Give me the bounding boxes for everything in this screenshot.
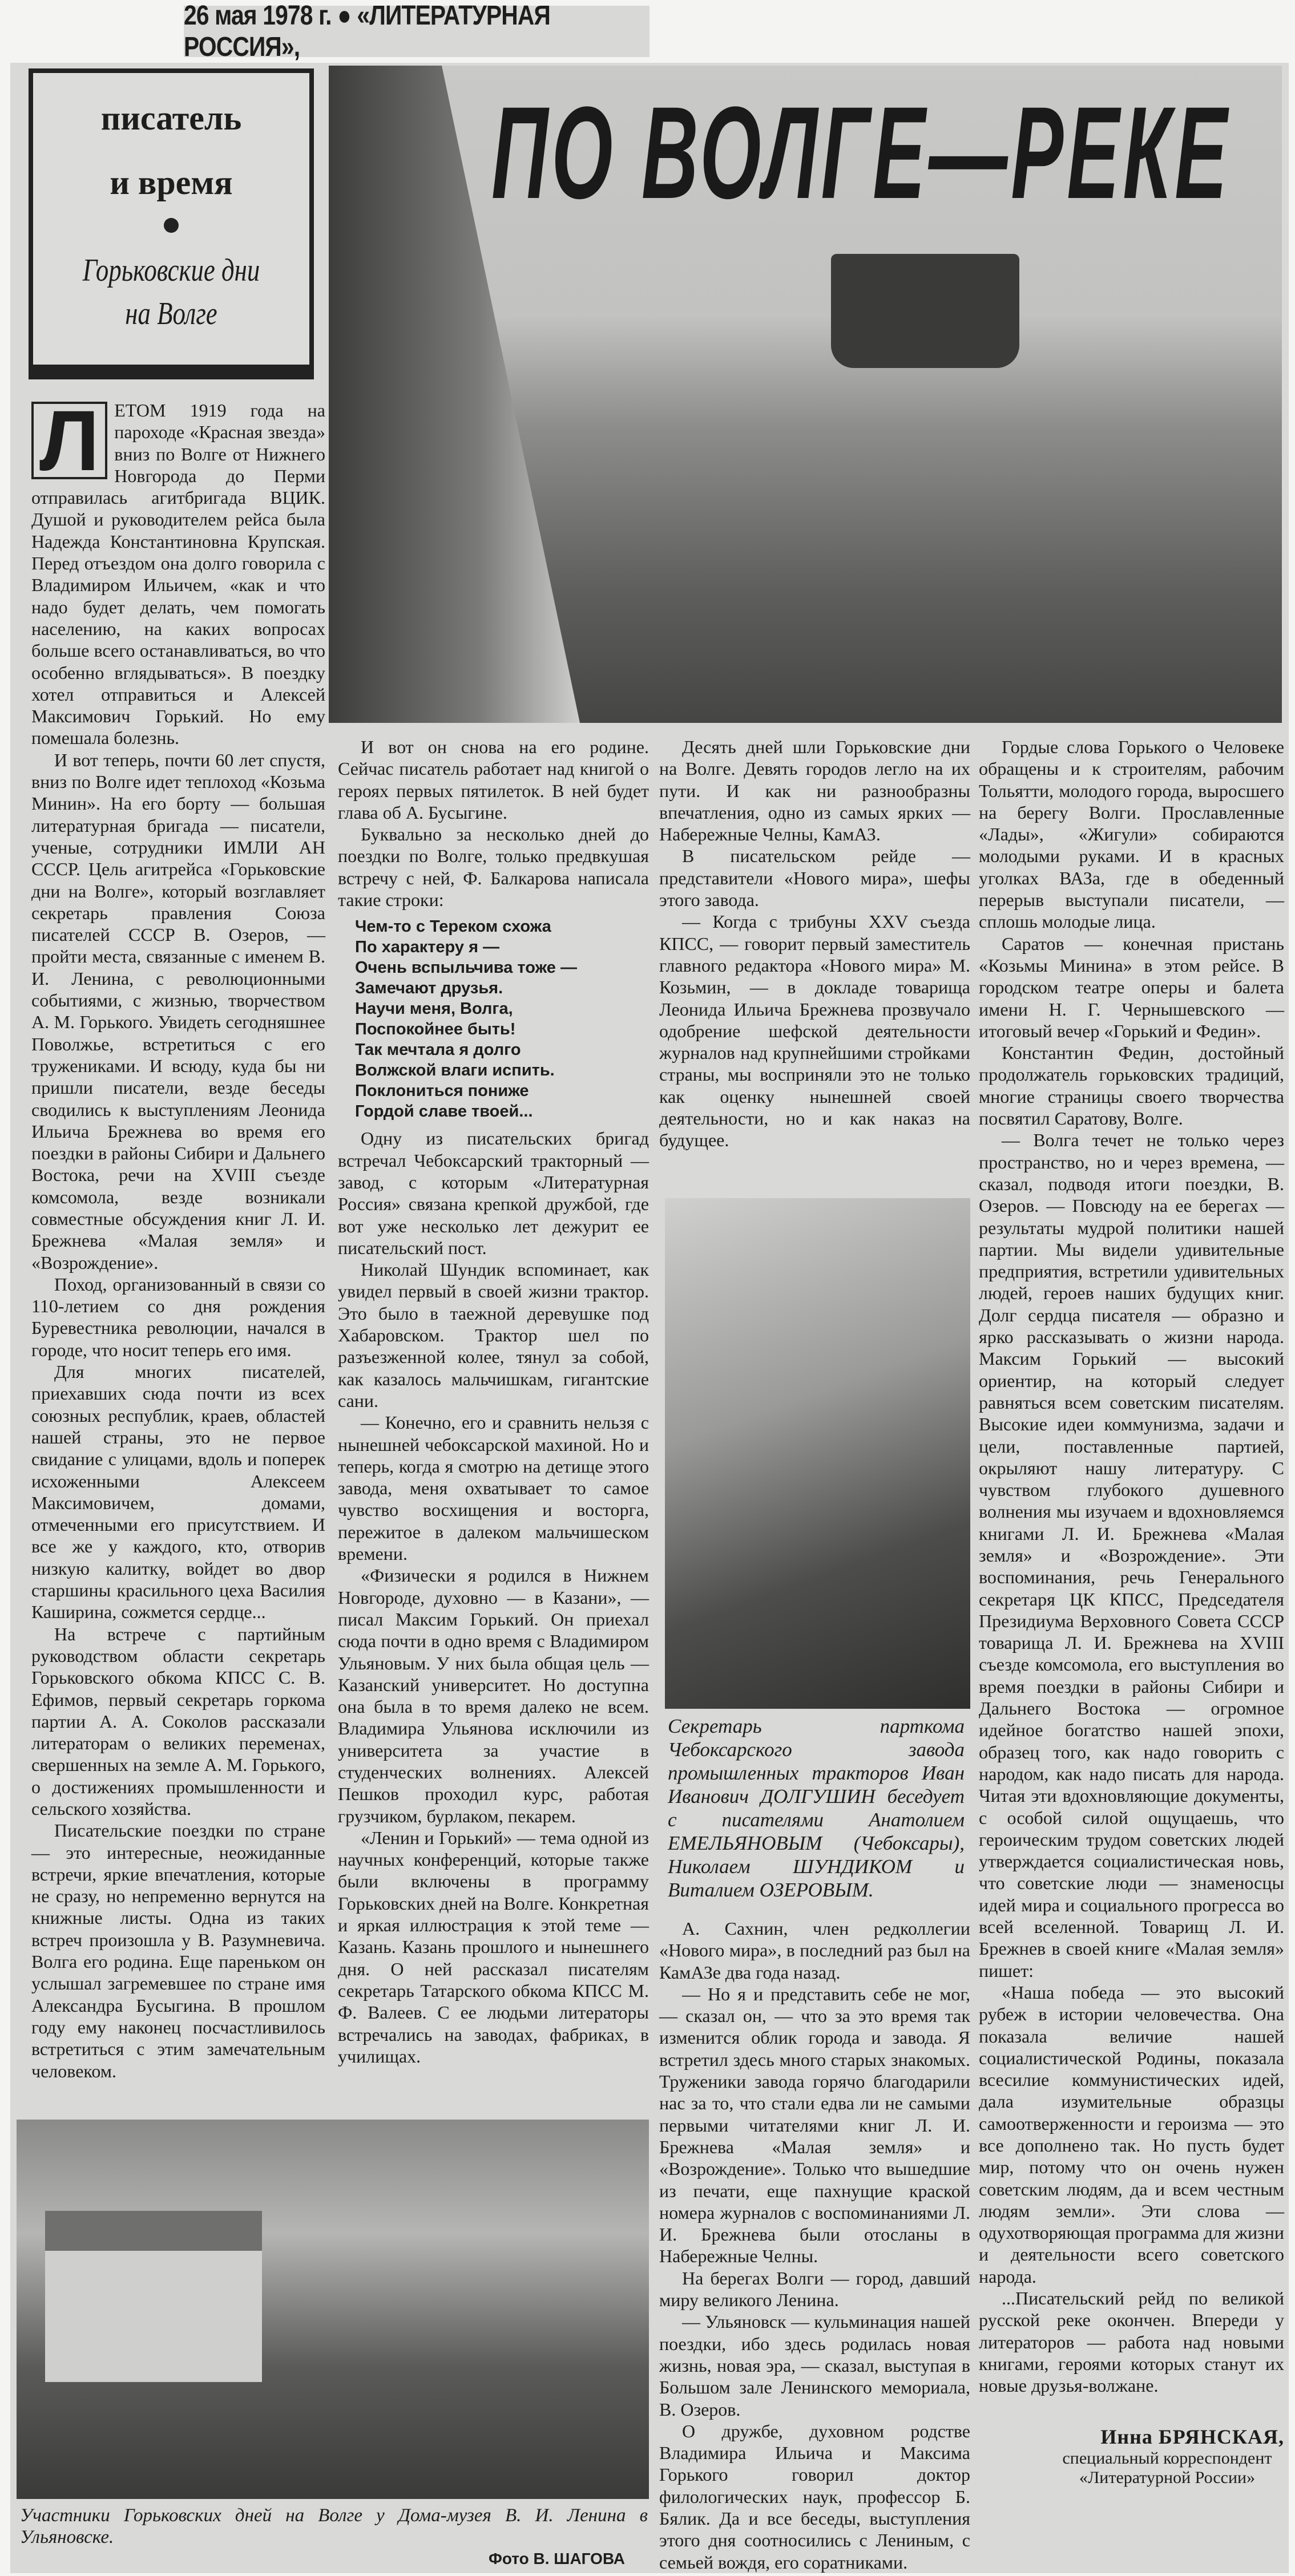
poem: [355, 916, 649, 1122]
paragraph: ЕТОМ 1919 года на пароходе «Красная звезда» вниз по Волге от Нижнего Новгорода до Перми отправилась агитбригада ВЦИК. Душой и руководителем рейса была Надежда Константиновна Крупская. Перед отъездом она долго говорила с Владимиром Ильичем, «как и что надо будет делать, чем помогать населению, на каких вопросах больше всего останавливаться, во что особенно вглядываться». В поездку хотел отправиться и Алексей Максимович Горький. Но ему помешала болезнь.: [31, 400, 325, 749]
paragraph: О дружбе, духовном родстве Владимира Ильича и Максима Горького говорил доктор филологических наук, профессор Б. Бялик. Да и все беседы, выступления этого дня соотносились с Лениным, с семьей вождя, его соратниками.: [659, 2420, 970, 2573]
paragraph: — Ульяновск — кульминация нашей поездки, ибо здесь родилась новая жизнь, новая эра, — сказал, выступая в Большом зале Ленинского мемориала, В. Озеров.: [659, 2311, 970, 2420]
poem-line: Так мечтала я долго: [355, 1041, 521, 1059]
author-signature: [982, 2425, 1284, 2488]
paragraph: Поход, организованный в связи со 110-летием со дня рождения Буревестника революции, начался в городе, что носит теперь его имя.: [31, 1273, 325, 1360]
paragraph: А. Сахнин, член редколлегии «Нового мира», в последний раз был на КамАЗе два года назад.: [659, 1918, 970, 1983]
rubric-line-1: писатель: [100, 99, 242, 137]
author-role: специальный корреспондент «Литературной России»: [1062, 2449, 1272, 2487]
caption-text: Участники Горьковских дней на Волге у Дома-музея В. И. Ленина в Ульяновске.: [20, 2505, 648, 2547]
paragraph: Писательские поездки по стране — это интересные, неожиданные встречи, яркие впечатления, которые не сразу, но непременно вернутся на книжные листы. Одна из таких встреч произошла у В. Разумневича. Волга его родина. Еще пареньком он услышал загремевшее по стране имя Александра Бусыгина. В прошлом году ему наконец посчастливилось встретиться с этим замечательным человеком.: [31, 1820, 325, 2081]
poem-line: Волжской влаги испить.: [355, 1061, 555, 1080]
article-column-2: [338, 736, 649, 2117]
lenin-house-museum-photo: [17, 2120, 649, 2499]
paragraph: Саратов — конечная пристань «Козьмы Минина» в этом рейсе. В городском театре оперы и балета имени Н. Г. Чернышевского — итоговый вечер «Горький и Федин».: [979, 933, 1284, 1041]
paragraph: И вот теперь, почти 60 лет спустя, вниз по Волге идет теплоход «Козьма Минин». На его борту — большая литературная бригада — писатели, ученые, сотрудники ИМЛИ АН СССР. Цель агитрейса «Горьковские дни на Волге», который возглавляет секретарь правления Союза писателей СССР В. Озеров, — пройти места, связанные с именем В. И. Ленина, с революционными событиями, с жизнью, творчеством А. М. Горького. Увидеть сегодняшнее Поволжье, встретиться с его тружениками. И всюду, куда бы ни пришли писатели, везде беседы сводились к выступлениям Леонида Ильича Брежнева во время его поездки в районы Сибири и Дальнего Востока, речи на XVIII съезде комсомола, везде возникали совместные обсуждения книг Л. И. Брежнева «Малая земля» и «Возрождение».: [31, 749, 325, 1273]
article-column-3-top: [659, 736, 970, 1192]
paragraph: В писательском рейде — представители «Нового мира», шефы этого завода.: [659, 846, 970, 911]
paragraph: Десять дней шли Горьковские дни на Волге. Девять городов легло на их пути. И как ни разнообразны впечатления, одно из самых ярких — Набережные Челны, КамАЗ.: [659, 737, 970, 845]
poem-line: Очень вспыльчива тоже —: [355, 959, 577, 977]
paragraph: «Наша победа — это высокий рубеж в истории человечества. Она показала величие нашей социалистической Родины, показала всесилие коммунистических идей, дала изумительные образцы самоотверженности и героизма — это все дополнено так. Но пусть будет мир, потому что он очень нужен советским людям, да и всем честным людям земли». Эти слова — одухотворяющая программа для жизни и деятельности всего советского народа.: [979, 1981, 1284, 2287]
paragraph: «Физически я родился в Нижнем Новгороде, духовно — в Казани», — писал Максим Горький. Он приехал сюда почти в одно время с Владимиром Ульяновым. У них была общая цель — Казанский университет. Но доступна она была в то время далеко не всем. Владимира Ульянова исключили из университета за участие в студенческих волнениях. Алексей Пешков проходил курс, работая грузчиком, бурлаком, пекарем.: [338, 1565, 649, 1826]
paragraph: — Волга течет не только через пространство, но и через времена, — сказал, подводя итоги поездки, В. Озеров. — Повсюду на ее берегах — результаты мудрой политики нашей партии. Мы видели удивительные предприятия, встретили удивительных людей, героев наших будущих книг. Долг сердца писателя — образно и ярко рассказывать о жизни народа. Максим Горький — высокий ориентир, на который следует равняться всем советским писателям. Высокие идеи коммунизма, задачи и цели, поставленные партией, окрыляют нашу литературу. С чувством глубокого душевного волнения мы изучаем и вдохновляемся книгами Л. И. Брежнева «Малая земля» и «Возрождение». Эти воспоминания, речь Генерального секретаря ЦК КПСС, Председателя Президиума Верховного Совета СССР товарища Л. И. Брежнева на XVIII съезде комсомола, его выступления во время поездки в районы Сибири и Дальнего Востока — огромное идейное богатство нашей эпохи, образец того, как надо говорить с народом, как надо писать для народа. Читая эти вдохновляющие документы, с особой силой ощущаешь, что героическим трудом советских людей утверждается социалистическая новь, что советские люди — знаменосцы идей мира и социального прогресса во всей вселенной. Товарищ Л. И. Брежнев в своей книге «Малая земля» пишет:: [979, 1130, 1284, 1981]
paragraph: «Ленин и Горький» — тема одной из научных конференций, которые также были включены в программу Горьковских дней на Волге. Конкретная и яркая иллюстрация к этой теме — Казань. Казань прошлого и нынешнего дня. О ней рассказал писателям секретарь Татарского обкома КПСС М. Ф. Валеев. С ее людьми литераторы встречались на заводах, фабриках, в училищах.: [338, 1827, 649, 2067]
paragraph: Для многих писателей, приехавших сюда почти из всех союзных республик, краев, областей нашей страны, это не первое свидание с улицами, вдоль и поперек исхоженными Алексеем Максимовичем, домами, отмеченными его присутствием. И все же у каждого, кто, отворив низкую калитку, войдет во двор старшины красильного цеха Василия Каширина, сожмется сердце...: [31, 1361, 325, 1623]
article-column-4: [979, 736, 1284, 2419]
paragraph: Константин Федин, достойный продолжатель горьковских традиций, многие страницы своего творчества посвятил Саратову, Волге.: [979, 1042, 1284, 1129]
paragraph: — Конечно, его и сравнить нельзя с нынешней чебоксарской махиной. Но и теперь, когда я смотрю на детище этого завода, меня охватывает то самое чувство восхищения и восторга, пережитое в далеком мальчишеском времени.: [338, 1412, 649, 1564]
rubric-line-2: и время: [110, 164, 233, 201]
paragraph: Николай Шундик вспоминает, как увидел первый в своей жизни трактор. Это было в таежной деревушке под Хабаровском. Трактор шел по разъезженной колее, тянул за собой, как казалось мальчишкам, гигантские сани.: [338, 1259, 649, 1411]
poem-line: По характеру я —: [355, 938, 500, 957]
paragraph: — Когда с трибуны XXV съезда КПСС, — говорит первый заместитель главного редактора «Нового мира» М. Козьмин, — в докладе товарища Леонида Ильича Брежнева прозвучало одобрение шефской деятельности журналов над крупнейшими стройками страны, мы восприняли это не только как оценку нынешней своей деятельности, но и как наказ на будущее.: [659, 911, 970, 1151]
poem-line: Гордой славе твоей...: [355, 1102, 533, 1121]
house-shape: [45, 2211, 262, 2382]
rubric-box: [29, 68, 314, 379]
paragraph: Одну из писательских бригад встречал Чебоксарский тракторный — завод, с которым «Литературная Россия» связана крепкой дружбой, где вот уже несколько лет дежурит ее писательский пост.: [338, 1128, 649, 1258]
headline: ПО ВОЛГЕ—РЕКЕ: [491, 79, 1231, 226]
rubric-subline-2: на Волге: [125, 296, 217, 331]
drop-cap: Л: [31, 402, 107, 479]
photo-caption-middle: Секретарь парткома Чебоксарского завода промышленных тракторов Иван Иванович ДОЛГУШИН беседует с писателями Анатолием ЕМЕЛЬЯНОВЫМ (Чебоксары), Николаем ШУНДИКОМ и Виталием ОЗЕРОВЫМ.: [668, 1715, 965, 1901]
distant-ship-shape: [831, 254, 1019, 368]
poem-line: Научи меня, Волга,: [355, 1000, 513, 1018]
paragraph: И вот он снова на его родине. Сейчас писатель работает над книгой о героях первых пятилеток. В ней будет глава об А. Бусыгине.: [338, 737, 649, 823]
paragraph: Гордые слова Горького о Человеке обращены и к строителям, рабочим Тольятти, молодого города, выросшего на берегу Волги. Прославленные «Лады», «Жигули» собираются молодыми руками. И в красных уголках ВАЗа, где в обеденный перерыв выступали писатели, — сплошь молодые лица.: [979, 737, 1284, 932]
paragraph: — Но я и представить себе не мог, — сказал он, — что за это время так изменится облик города и завода. Я встретил здесь много старых знакомых. Труженики завода горячо благодарили нас за то, что стали едва ли не самыми первыми читателями книг Л. И. Брежнева «Малая земля» и «Возрождение». Только что вышедшие из печати, еще пахнущие краской номера журналов с воспоминаниями Л. И. Брежнева были отосланы в Набережные Челны.: [659, 1983, 970, 2267]
paragraph: ...Писательский рейд по великой русской реке окончен. Впереди у литераторов — работа над новыми книгами, героями которых станут их новые друзья-волжане.: [979, 2288, 1284, 2396]
paragraph: Буквально за несколько дней до поездки по Волге, только предвкушая встречу с ней, Ф. Балкарова написала такие строки:: [338, 824, 649, 911]
paragraph: На берегах Волги — город, давший миру великого Ленина.: [659, 2267, 970, 2311]
paragraph: На встрече с партийным руководством области секретарь Горьковского обкома КПСС С. В. Ефимов, первый секретарь горкома партии А. А. Соколов рассказали литераторам о великих переменах, свершенных на земле А. М. Горького, о достижениях промышленности и сельского хозяйства.: [31, 1623, 325, 1819]
poem-line: Поклониться пониже: [355, 1082, 529, 1101]
article-column-3-bottom: [659, 1918, 970, 2573]
column-3-lower-stack: [659, 1714, 970, 2573]
article-column-1: [31, 393, 325, 2111]
photo-caption-bottom: [20, 2505, 648, 2570]
volga-ship-photo: [329, 66, 1282, 723]
poem-line: Замечают друзья.: [355, 979, 503, 998]
dateline: 26 мая 1978 г. ● «ЛИТЕРАТУРНАЯ РОССИЯ»,: [184, 6, 649, 57]
poem-line: Чем-то с Тереком схожа: [355, 917, 551, 936]
poem-line: Поспокойнее быть!: [355, 1020, 516, 1039]
tractor-factory-photo: [665, 1198, 970, 1709]
photo-credit: Фото В. ШАГОВА: [489, 2550, 625, 2567]
rubric-subline-1: Горьковские дни: [82, 253, 260, 288]
bullet-icon: [164, 218, 179, 233]
author-name: Инна БРЯНСКАЯ,: [1100, 2425, 1284, 2448]
